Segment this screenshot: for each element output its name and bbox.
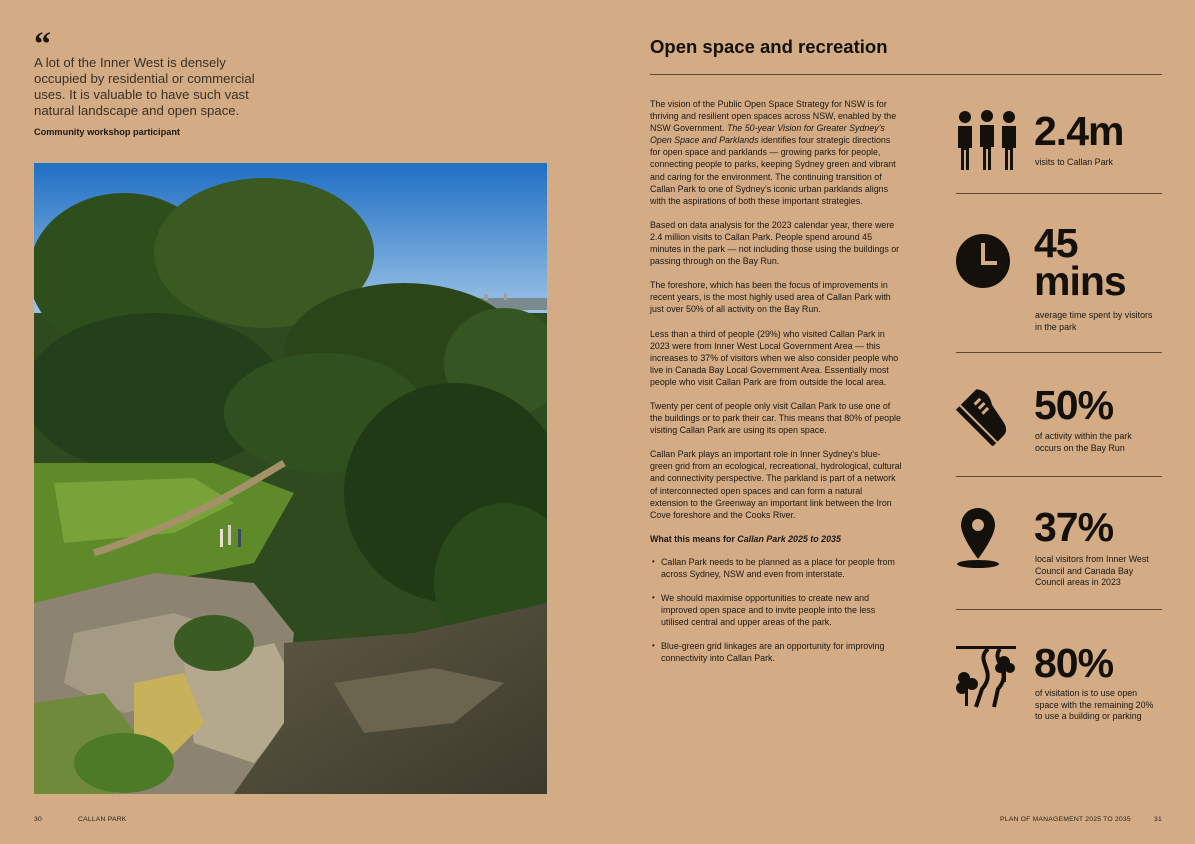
clock-icon xyxy=(956,229,1018,293)
implications-subheading: What this means for Callan Park 2025 to 2035 xyxy=(650,533,841,544)
body-paragraph-vision: The vision of the Public Open Space Strategy for NSW is for thriving and resilient open spaces across NSW, enabled by the NSW Government. The 50-year Vision for Greater Sydney's Open Space and Parklands identifies four strategic directions for open space and parklands — growing parks for people, connecting people to parks, keeping Sydney green and vibrant and caring for the environment. The continuing transition of Callan Park to one of Sydney's iconic urban parklands aligns with the aspirations of both these important strategies. xyxy=(650,99,897,206)
list-item: • Callan Park needs to be planned as a place for people from across Sydney, NSW and even from interstate. xyxy=(650,556,902,580)
stat-value: 45 mins xyxy=(1034,220,1126,304)
stat-value: 80% xyxy=(1034,640,1114,686)
park-path-trees-icon xyxy=(956,644,1018,708)
body-paragraph-locals: Less than a third of people (29%) who visited Callan Park in 2023 were from Inner West Local Government Area — this increases to 37% of visitors when we also consider people who live in Canada Bay Local Government Area. Essentially most people who visit Callan Park are from outside the local area. xyxy=(650,328,899,387)
stat-value: 2.4m xyxy=(1034,108,1124,154)
heading-divider xyxy=(650,74,1162,75)
quote-attribution: Community workshop participant xyxy=(34,127,180,137)
aerial-parkland-photo xyxy=(34,163,547,794)
body-paragraph-blue-green: Callan Park plays an important role in Inner Sydney's blue-green grid from an ecological, recreational, hydrological, cultural and connectivity perspective. The parkland is part of a network of interconnected open spaces and can form a natural extension to the Greenway an important link between the Iron Cove foreshore and the Cooks River. xyxy=(650,449,902,520)
list-item: • Blue-green grid linkages are an opportunity for improving connectivity into Callan Park. xyxy=(650,640,902,664)
running-title-right: PLAN OF MANAGEMENT 2025 TO 2035 xyxy=(1000,816,1131,823)
stat-caption: of visitation is to use open space with the remaining 20% to use a building or parking xyxy=(1035,688,1154,722)
location-pin-icon xyxy=(956,506,1018,570)
page-number-right: 31 xyxy=(1154,816,1162,823)
body-paragraph-visits: Based on data analysis for the 2023 calendar year, there were 2.4 million visits to Callan Park. People spend around 45 minutes in the park — not including those using the buildings or passing through on the Bay Run. xyxy=(650,219,900,267)
stat-caption: of activity within the park occurs on the Bay Run xyxy=(1035,431,1132,453)
list-item: • We should maximise opportunities to create new and improved open space and to invite people into the less utilised central and upper areas of the park. xyxy=(650,592,902,628)
stat-divider xyxy=(956,609,1162,610)
stat-value: 50% xyxy=(1034,382,1114,428)
stat-caption: average time spent by visitors in the park xyxy=(1035,310,1153,332)
page-number-left: 30 xyxy=(34,816,42,823)
stat-divider xyxy=(956,352,1162,353)
stat-divider xyxy=(956,476,1162,477)
stat-caption: local visitors from Inner West Council and Canada Bay Council areas in 2023 xyxy=(1035,554,1149,588)
running-title-left: CALLAN PARK xyxy=(78,816,127,823)
implications-list xyxy=(650,556,902,665)
stat-divider xyxy=(956,193,1162,194)
pull-quote: A lot of the Inner West is densely occupied by residential or commercial uses. It is valuable to have such vast natural landscape and open space. xyxy=(34,55,255,118)
stat-value: 37% xyxy=(1034,504,1114,550)
people-group-icon xyxy=(956,108,1018,172)
quote-mark: “ xyxy=(34,26,51,63)
stat-caption: visits to Callan Park xyxy=(1035,157,1113,167)
section-heading: Open space and recreation xyxy=(650,36,888,57)
body-paragraph-open-space: Twenty per cent of people only visit Callan Park to use one of the buildings or to park their car. This means that 80% of people visiting Callan Park are using its open space. xyxy=(650,400,901,436)
running-shoe-icon xyxy=(956,382,1018,446)
body-paragraph-foreshore: The foreshore, which has been the focus of improvements in recent years, is the most highly used area of Callan Park with just over 50% of all activity on the Bay Run. xyxy=(650,280,891,315)
body-text xyxy=(650,98,902,677)
